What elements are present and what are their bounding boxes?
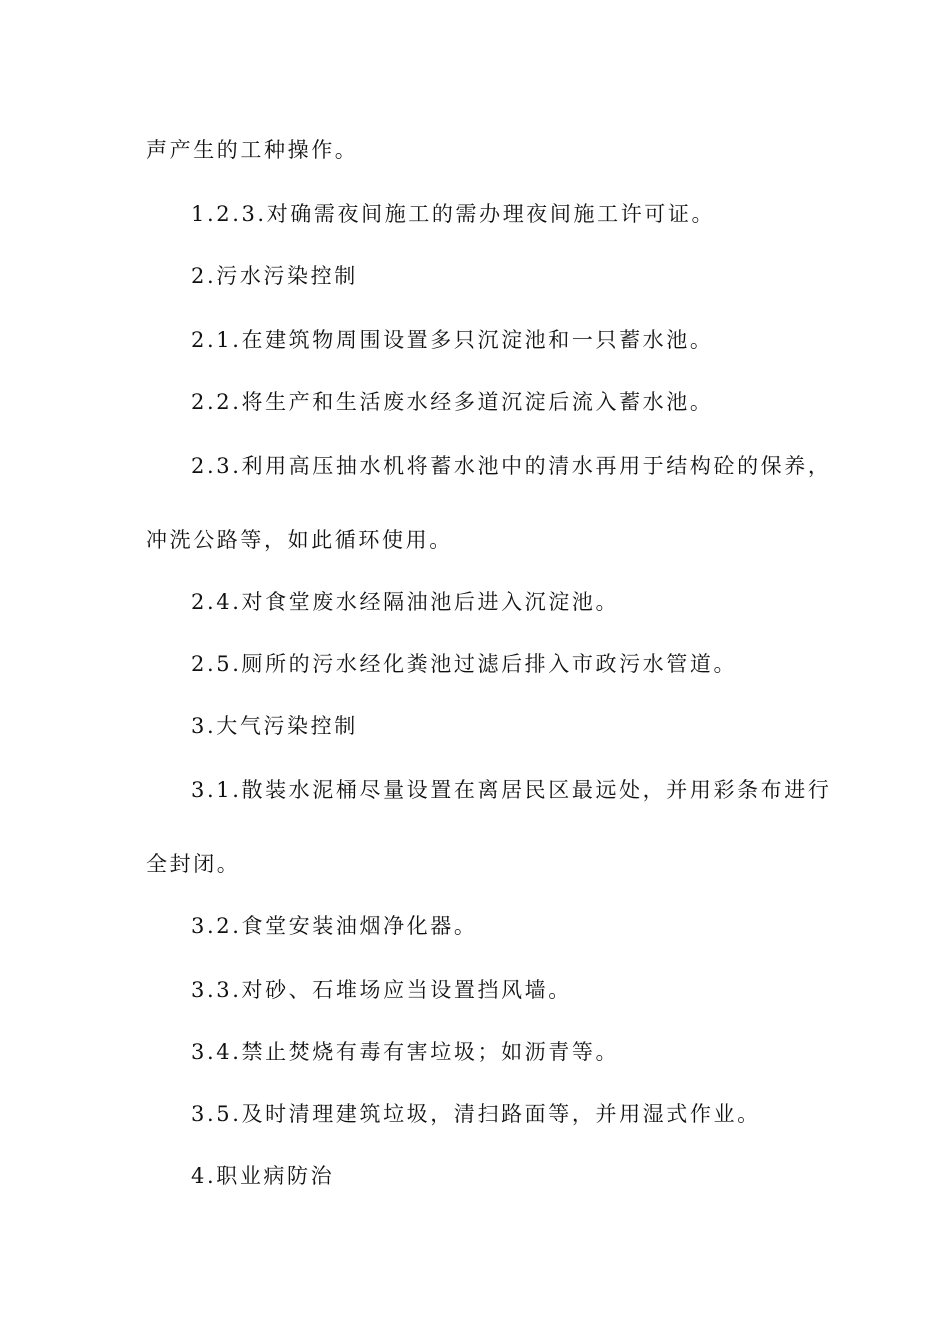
paragraph-line-1-2-3: 1.2.3.对确需夜间施工的需办理夜间施工许可证。: [191, 202, 716, 226]
section-heading-4: 4.职业病防治: [191, 1164, 335, 1188]
paragraph-line-3-3: 3.3.对砂、石堆场应当设置挡风墙。: [191, 978, 572, 1002]
paragraph-line-3-4: 3.4.禁止焚烧有毒有害垃圾；如沥青等。: [191, 1040, 620, 1064]
section-heading-3: 3.大气污染控制: [191, 714, 358, 738]
section-heading-2: 2.污水污染控制: [191, 264, 358, 288]
paragraph-line-3-2: 3.2.食堂安装油烟净化器。: [191, 914, 478, 938]
paragraph-line-2-3-continuation: 冲洗公路等，如此循环使用。: [146, 528, 453, 552]
paragraph-line-2-5: 2.5.厕所的污水经化粪池过滤后排入市政污水管道。: [191, 652, 738, 676]
paragraph-line-continuation: 声产生的工种操作。: [146, 138, 359, 162]
paragraph-line-2-4: 2.4.对食堂废水经隔油池后进入沉淀池。: [191, 590, 620, 614]
paragraph-line-3-1-continuation: 全封闭。: [146, 852, 241, 876]
paragraph-line-2-1: 2.1.在建筑物周围设置多只沉淀池和一只蓄水池。: [191, 328, 714, 352]
paragraph-line-3-5: 3.5.及时清理建筑垃圾，清扫路面等，并用湿式作业。: [191, 1102, 761, 1126]
paragraph-line-3-1: 3.1.散装水泥桶尽量设置在离居民区最远处，并用彩条布进行: [191, 778, 832, 802]
paragraph-line-2-2: 2.2.将生产和生活废水经多道沉淀后流入蓄水池。: [191, 390, 714, 414]
paragraph-line-2-3: 2.3.利用高压抽水机将蓄水池中的清水再用于结构砼的保养，: [191, 454, 832, 478]
